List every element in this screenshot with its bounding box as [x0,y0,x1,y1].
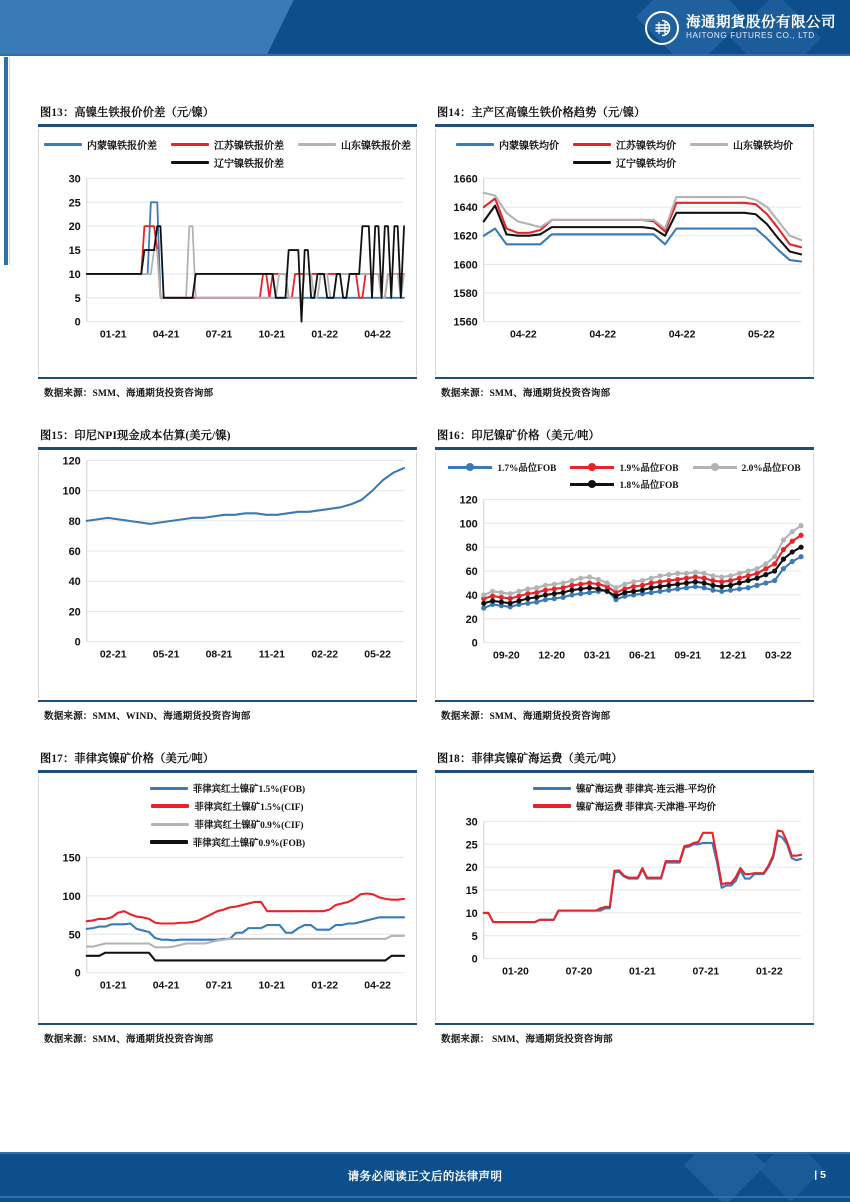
figure-18-rule-bottom [435,1023,814,1025]
figure-17-title: 图17：菲律宾镍矿价格（美元/吨） [40,753,215,765]
svg-text:25: 25 [68,197,81,210]
legend-swatch-black [573,161,611,164]
legend-swatch-red [573,143,611,146]
svg-text:60: 60 [68,546,81,559]
figure-13-title: 图13：高镍生铁报价价差（元/镍） [40,107,215,119]
header-accent-shape [0,0,294,56]
svg-text:09-21: 09-21 [674,650,702,662]
figure-18-canvas [436,813,813,985]
svg-text:80: 80 [68,515,81,528]
svg-text:06-21: 06-21 [629,650,656,662]
legend-item [693,460,801,474]
legend-swatch-gray [151,823,189,826]
svg-text:30: 30 [68,173,81,186]
svg-text:08-21: 08-21 [205,649,233,661]
legend-label: 辽宁镍铁均价 [616,159,676,170]
figure-16-source: 数据来源：SMM、海通期货投资咨询部 [441,711,611,722]
svg-text:01-21: 01-21 [99,980,127,992]
figure-18-plot [436,775,813,1021]
figure-17-legend [39,775,416,849]
legend-label: 江苏镍铁报价差 [214,141,284,152]
legend-swatch-black [150,840,188,843]
figure-13 [38,104,417,399]
svg-text:01-21: 01-21 [629,966,656,978]
legend-swatch-red [151,804,189,807]
legend-item [151,799,303,813]
figure-18 [435,750,814,1045]
legend-item [171,155,284,170]
figure-17-rule-bottom [38,1023,417,1025]
svg-text:05-22: 05-22 [364,649,391,661]
logo-text-cn: 海通期貨股份有限公司 [686,14,836,31]
svg-text:03-21: 03-21 [583,650,611,662]
svg-text:05-21: 05-21 [152,649,180,661]
figure-16 [435,427,814,722]
legend-label: 1.7%品位FOB [497,464,557,474]
svg-text:60: 60 [465,566,478,579]
legend-swatch-gray [690,143,728,146]
legend-label: 菲律宾红土镍矿1.5%(CIF) [194,803,304,813]
legend-item [448,460,556,474]
svg-text:04-22: 04-22 [364,329,391,341]
legend-item [573,155,676,170]
svg-text:20: 20 [68,221,81,234]
footer-disclaimer: 请务必阅读正文后的法律声明 [347,1171,503,1183]
legend-swatch-gray-marker [693,463,737,472]
svg-text:02-22: 02-22 [311,649,339,661]
figure-14-plot [436,129,813,375]
logo-text-en: HAITONG FUTURES CO., LTD [686,31,815,41]
figure-17 [38,750,417,1045]
page-number: | 5 [814,1169,826,1181]
legend-label: 内蒙镍铁报价差 [87,141,157,152]
svg-text:02-21: 02-21 [99,649,127,661]
svg-text:04-21: 04-21 [152,980,180,992]
legend-swatch-blue [456,143,494,146]
figure-18-legend [436,775,813,813]
svg-text:05-22: 05-22 [748,329,775,341]
legend-label: 江苏镍铁均价 [616,141,676,152]
figure-17-rule-top [38,770,417,773]
legend-swatch-blue-marker [448,463,492,472]
svg-text:1560: 1560 [453,316,478,329]
figure-15-plot [39,452,416,698]
page-body [0,56,850,1140]
svg-text:1620: 1620 [453,230,478,243]
svg-text:15: 15 [465,885,478,898]
figure-14-source: 数据来源：SMM、海通期货投资咨询部 [441,388,611,399]
figure-16-legend [436,452,813,491]
figure-15-rule-top [38,447,417,450]
legend-label: 镍矿海运费 菲律宾-连云港-平均价 [576,785,716,795]
svg-text:80: 80 [465,542,478,555]
legend-label: 菲律宾红土镍矿1.5%(FOB) [192,785,306,795]
svg-text:10-21: 10-21 [258,329,286,341]
legend-label: 1.9%品位FOB [619,464,679,474]
legend-swatch-black [171,161,209,164]
haitong-logo-icon [645,11,679,45]
svg-text:120: 120 [62,455,81,468]
svg-text:0: 0 [74,636,81,649]
svg-text:30: 30 [465,816,478,829]
figure-15-rule-bottom [38,700,417,702]
svg-text:10-21: 10-21 [258,980,286,992]
company-logo [645,11,836,45]
figure-15-source: 数据来源：SMM、WIND、海通期货投资咨询部 [44,711,251,722]
figure-16-plot [436,452,813,698]
figure-15-canvas [39,452,416,668]
svg-text:07-21: 07-21 [205,980,233,992]
svg-text:1660: 1660 [453,173,478,186]
svg-text:20: 20 [68,606,81,619]
figure-17-source: 数据来源：SMM、海通期货投资咨询部 [44,1034,214,1045]
legend-item [150,781,305,795]
figure-16-rule-bottom [435,700,814,702]
legend-item [570,477,678,491]
figure-14-canvas [436,170,813,348]
svg-text:0: 0 [471,637,478,650]
svg-text:11-21: 11-21 [258,649,285,661]
figure-18-title: 图18：菲律宾镍矿海运费（美元/吨） [437,753,623,765]
figure-18-source: 数据来源： SMM、海通期货投资咨询部 [441,1034,613,1045]
legend-swatch-blue [533,787,571,790]
legend-item [44,137,157,152]
legend-label: 菲律宾红土镍矿0.9%(FOB) [192,839,306,849]
svg-text:07-21: 07-21 [692,966,720,978]
legend-swatch-gray [298,143,336,146]
svg-text:04-21: 04-21 [152,329,180,341]
legend-item [573,137,676,152]
figure-13-rule-top [38,124,417,127]
svg-text:15: 15 [68,245,81,258]
figure-14-rule-bottom [435,377,814,379]
legend-item [151,817,303,831]
svg-text:40: 40 [465,589,478,602]
svg-text:01-22: 01-22 [311,980,339,992]
svg-text:1640: 1640 [453,202,478,215]
svg-text:25: 25 [465,839,478,852]
legend-swatch-black-marker [570,480,614,489]
svg-text:100: 100 [62,890,81,903]
svg-text:20: 20 [465,613,478,626]
legend-swatch-red [171,143,209,146]
figure-17-plot [39,775,416,1021]
svg-text:120: 120 [459,494,478,507]
legend-item [570,460,678,474]
figure-14-legend [436,129,813,170]
svg-text:5: 5 [471,930,478,943]
svg-text:1600: 1600 [453,259,478,272]
legend-label: 1.8%品位FOB [619,481,679,491]
svg-text:01-21: 01-21 [99,329,127,341]
figure-14-title: 图14：主产区高镍生铁价格趋势（元/镍） [437,107,646,119]
legend-label: 镍矿海运费 菲律宾-天津港-平均价 [576,803,716,813]
legend-item [690,137,793,152]
svg-text:150: 150 [62,852,81,865]
legend-item [150,835,305,849]
svg-text:12-20: 12-20 [538,650,566,662]
figure-16-title: 图16：印尼镍矿价格（美元/吨） [437,430,600,442]
figure-15 [38,427,417,722]
figure-16-canvas [436,491,813,669]
legend-label: 辽宁镍铁报价差 [214,159,284,170]
legend-label: 2.0%品位FOB [741,464,801,474]
svg-text:0: 0 [74,967,81,980]
legend-swatch-blue [150,787,188,790]
figure-14 [435,104,814,399]
legend-item [298,137,411,152]
svg-text:40: 40 [68,576,81,589]
svg-text:10: 10 [465,907,478,920]
svg-text:01-20: 01-20 [502,966,529,978]
figure-13-rule-bottom [38,377,417,379]
svg-text:100: 100 [62,485,81,498]
figure-18-rule-top [435,770,814,773]
svg-text:04-22: 04-22 [510,329,537,341]
legend-swatch-blue [44,143,82,146]
figure-14-rule-top [435,124,814,127]
svg-text:1580: 1580 [453,287,478,300]
svg-text:04-22: 04-22 [668,329,696,341]
svg-text:20: 20 [465,862,478,875]
svg-text:01-22: 01-22 [311,329,339,341]
svg-text:01-22: 01-22 [755,966,783,978]
figure-15-title: 图15：印尼NPI现金成本估算(美元/镍) [40,430,231,442]
figure-grid [38,104,814,1045]
page-footer [0,1152,850,1202]
legend-label: 山东镍铁均价 [733,141,793,152]
legend-swatch-red [533,804,571,807]
legend-item [456,137,559,152]
svg-text:09-20: 09-20 [493,650,520,662]
svg-text:0: 0 [74,316,81,329]
svg-text:5: 5 [74,292,81,305]
figure-13-plot [39,129,416,375]
svg-text:04-22: 04-22 [364,980,391,992]
svg-text:07-20: 07-20 [565,966,593,978]
svg-text:07-21: 07-21 [205,329,233,341]
svg-text:12-21: 12-21 [719,650,747,662]
legend-item [171,137,284,152]
legend-swatch-red-marker [570,463,614,472]
figure-16-rule-top [435,447,814,450]
svg-text:50: 50 [68,929,81,942]
page-header [0,0,850,56]
svg-text:03-22: 03-22 [765,650,792,662]
legend-label: 山东镍铁报价差 [341,141,411,152]
figure-17-canvas [39,849,416,999]
figure-13-source: 数据来源：SMM、海通期货投资咨询部 [44,388,214,399]
legend-label: 内蒙镍铁均价 [499,141,559,152]
figure-13-legend [39,129,416,170]
footer-bottom-rule [0,1196,850,1198]
legend-item [533,799,716,813]
figure-13-canvas [39,170,416,348]
svg-text:10: 10 [68,268,81,281]
legend-item [533,781,716,795]
svg-text:0: 0 [471,953,478,966]
svg-text:04-22: 04-22 [589,329,617,341]
legend-label: 菲律宾红土镍矿0.9%(CIF) [194,821,304,831]
svg-text:100: 100 [459,518,478,531]
